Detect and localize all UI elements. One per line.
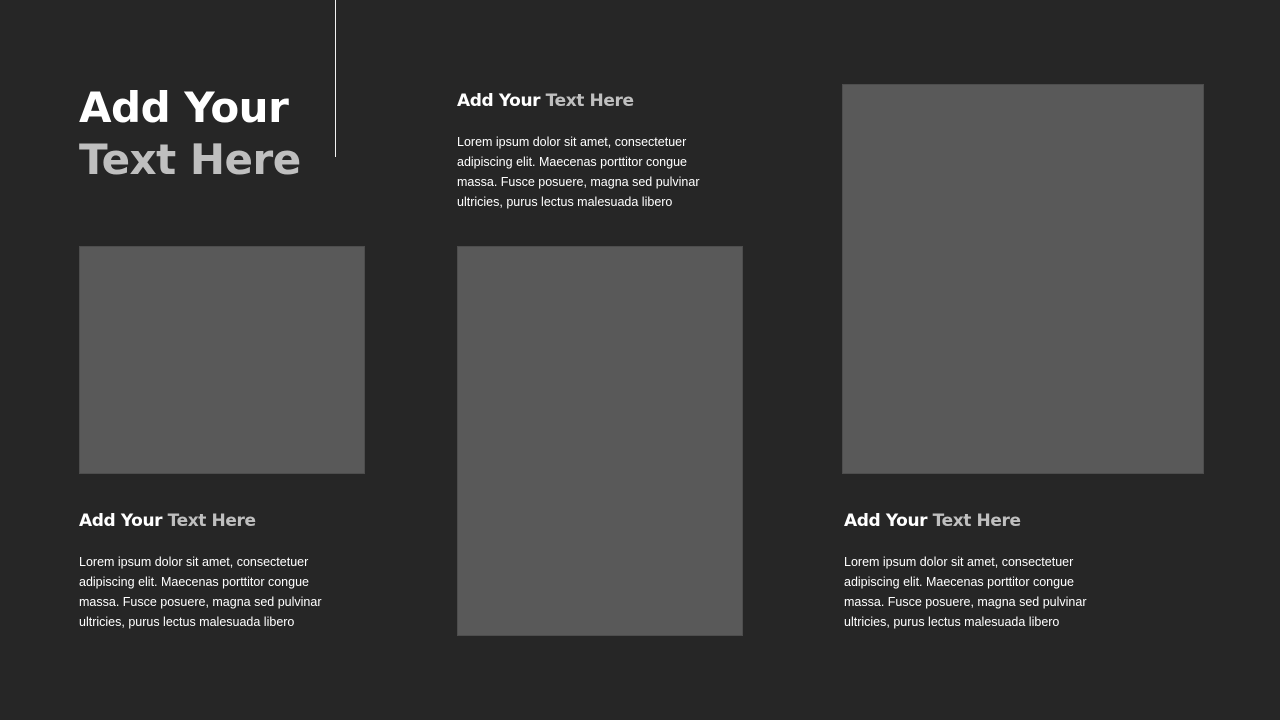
- block-heading: [457, 90, 719, 112]
- vertical-divider-line: [335, 0, 336, 157]
- block-body-text: Lorem ipsum dolor sit amet, consectetuer adipiscing elit. Maecenas porttitor congue massa. Fusce posuere, magna sed pulvinar ultricies, purus lectus malesuada libero: [79, 555, 322, 629]
- main-title-line-2: Text Here: [79, 135, 301, 184]
- image-placeholder-left[interactable]: [79, 246, 365, 474]
- image-placeholder-center[interactable]: [457, 246, 743, 636]
- block-heading-white: Add Your: [79, 511, 163, 531]
- block-heading-white: Add Your: [457, 91, 541, 111]
- block-heading-white: Add Your: [844, 511, 928, 531]
- main-title: [79, 82, 301, 186]
- block-heading-grey: Text Here: [932, 511, 1021, 531]
- block-heading-grey: Text Here: [167, 511, 256, 531]
- block-body-text: Lorem ipsum dolor sit amet, consectetuer adipiscing elit. Maecenas porttitor congue massa. Fusce posuere, magna sed pulvinar ultricies, purus lectus malesuada libero: [457, 135, 700, 209]
- text-block-bottom-left: [79, 510, 341, 632]
- main-title-line-1: Add Your: [79, 83, 289, 132]
- block-body-text: Lorem ipsum dolor sit amet, consectetuer adipiscing elit. Maecenas porttitor congue massa. Fusce posuere, magna sed pulvinar ultricies, purus lectus malesuada libero: [844, 555, 1087, 629]
- text-block-top-center: [457, 90, 719, 212]
- block-heading-grey: Text Here: [545, 91, 634, 111]
- image-placeholder-right[interactable]: [842, 84, 1204, 474]
- block-heading: [79, 510, 341, 532]
- text-block-bottom-right: [844, 510, 1106, 632]
- block-heading: [844, 510, 1106, 532]
